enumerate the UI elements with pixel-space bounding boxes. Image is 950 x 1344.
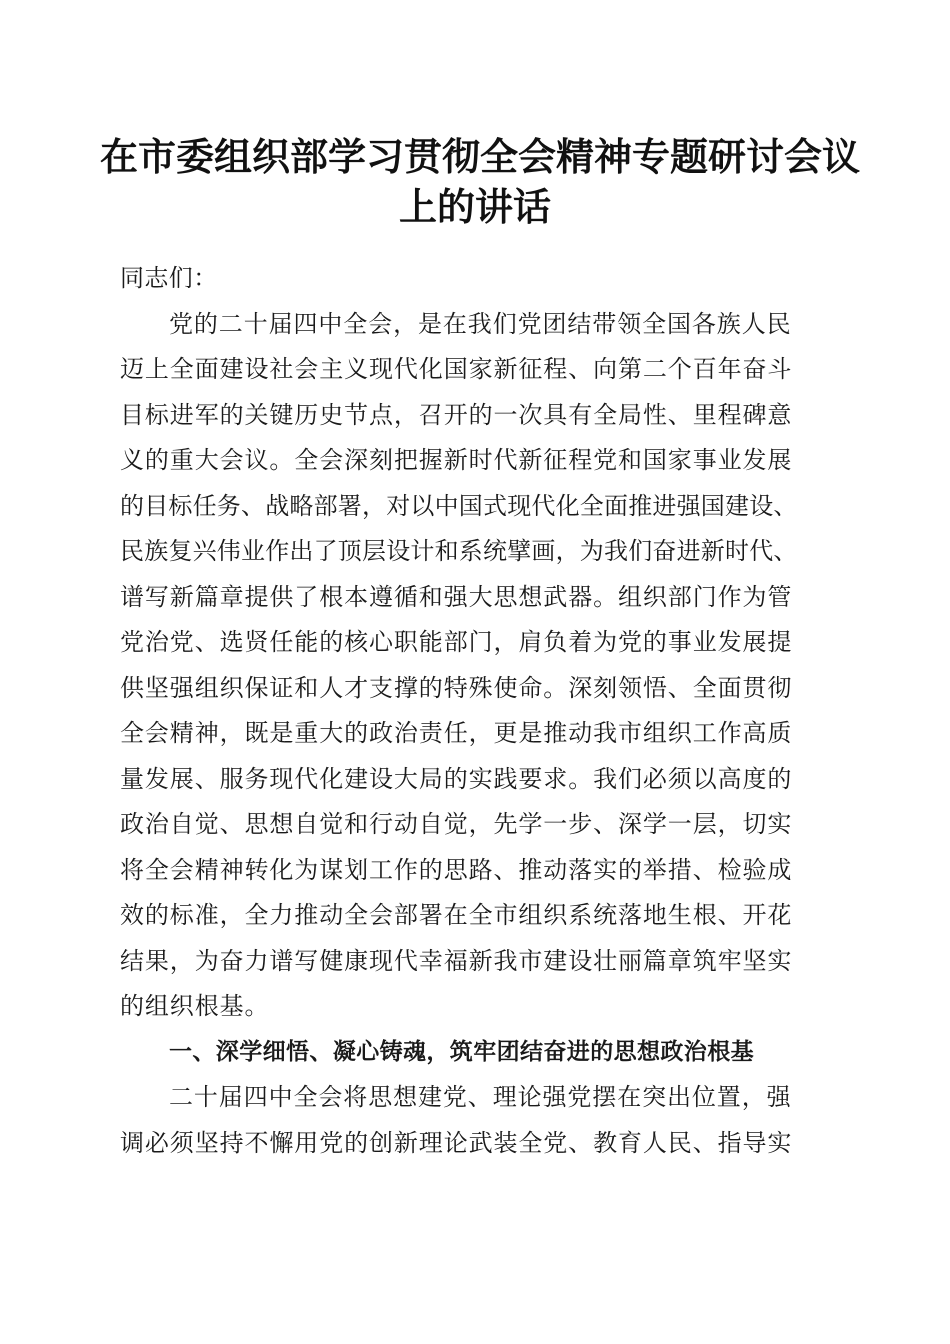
paragraph-line: 调必须坚持不懈用党的创新理论武装全党、教育人民、指导实	[120, 1128, 793, 1157]
paragraph-intro	[120, 302, 840, 1030]
paragraph-line: 二十届四中全会将思想建党、理论强党摆在突出位置，强	[169, 1083, 792, 1111]
title-line: 上的讲话	[398, 184, 551, 229]
paragraph-line: 的组织根基。	[120, 992, 270, 1020]
paragraph-section1	[120, 1075, 840, 1166]
paragraph-line: 迈上全面建设社会主义现代化国家新征程、向第二个百年奋斗	[120, 355, 793, 383]
salutation: 同志们：	[120, 264, 218, 292]
paragraph-line: 义的重大会议。全会深刻把握新时代新征程党和国家事业发展	[120, 446, 793, 474]
document-body	[120, 256, 840, 1166]
section-heading: 一、深学细悟、凝心铸魂，筑牢团结奋进的思想政治根基	[169, 1038, 754, 1065]
paragraph-line: 全会精神，既是重大的政治责任，更是推动我市组织工作高质	[120, 719, 793, 747]
paragraph-line: 量发展、服务现代化建设大局的实践要求。我们必须以高度的	[120, 764, 793, 793]
paragraph-line: 效的标准，全力推动全会部署在全市组织系统落地生根、开花	[120, 901, 793, 929]
paragraph-line: 供坚强组织保证和人才支撑的特殊使命。深刻领悟、全面贯彻	[120, 673, 793, 702]
paragraph-line: 谱写新篇章提供了根本遵循和强大思想武器。组织部门作为管	[120, 582, 793, 611]
paragraph-line: 党的二十届四中全会，是在我们党团结带领全国各族人民	[169, 309, 792, 338]
paragraph-line: 民族复兴伟业作出了顶层设计和系统擘画，为我们奋进新时代、	[120, 537, 798, 565]
paragraph-line: 党治党、选贤任能的核心职能部门，肩负着为党的事业发展提	[120, 628, 793, 656]
paragraph-line: 政治自觉、思想自觉和行动自觉，先学一步、深学一层，切实	[120, 810, 793, 838]
document-title	[100, 132, 861, 232]
paragraph-line: 目标进军的关键历史节点，召开的一次具有全局性、里程碑意	[120, 400, 793, 429]
paragraph-line: 将全会精神转化为谋划工作的思路、推动落实的举措、检验成	[120, 855, 793, 884]
title-line: 在市委组织部学习贯彻全会精神专题研讨会议	[100, 134, 861, 179]
paragraph-line: 结果，为奋力谱写健康现代幸福新我市建设壮丽篇章筑牢坚实	[120, 946, 793, 975]
paragraph-line: 的目标任务、战略部署，对以中国式现代化全面推进强国建设、	[120, 491, 798, 520]
